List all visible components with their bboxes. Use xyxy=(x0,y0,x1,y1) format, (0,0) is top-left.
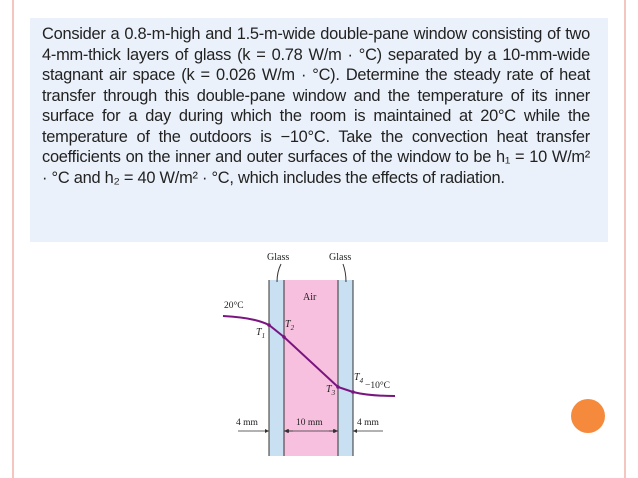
left-glass-pane xyxy=(269,280,284,456)
glass-left-leader xyxy=(277,264,281,282)
t4-label: $T_4$ xyxy=(354,372,364,385)
problem-statement: Consider a 0.8-m-high and 1.5-m-wide double-pane window consisting of two 4-mm-thick layers of glass (k = 0.78 W/m · °C) separated by a 10-mm-wide stagnant air space (k = 0.026 W/m · °C). Determine the steady rate of heat transfer through this double-pane window and the temperature of its inner surface for a day during which the room is maintained at 20°C while the temperature of the outdoors is −10°C. Take the convection heat transfer coefficients on the inner and outer surfaces of the window to be h₁ = 10 W/m² · °C and h₂ = 40 W/m² · °C, which includes the effects of radiation. xyxy=(42,25,590,187)
left-thickness-label: 4 mm xyxy=(236,418,258,428)
right-glass-pane xyxy=(338,280,353,456)
t3-point xyxy=(336,385,340,389)
air-gap xyxy=(284,280,338,456)
t2-label: $T_2$ xyxy=(285,319,295,332)
right-thickness-label: 4 mm xyxy=(357,418,379,428)
orange-circle-decoration xyxy=(571,399,605,433)
inside-temp-label: 20°C xyxy=(224,301,244,311)
arrowhead xyxy=(265,429,269,433)
right-border-line xyxy=(624,0,626,478)
t1-label: $T_1$ xyxy=(256,327,266,340)
air-label: Air xyxy=(303,292,317,303)
t3-label: $T_3$ xyxy=(326,384,336,397)
glass-right-label: Glass xyxy=(329,252,352,263)
arrowhead xyxy=(353,429,357,433)
outside-temp-label: −10°C xyxy=(365,381,390,391)
t2-point xyxy=(282,335,286,339)
left-border-line xyxy=(12,0,14,478)
window-diagram xyxy=(205,242,410,476)
glass-right-leader xyxy=(343,264,346,282)
air-thickness-label: 10 mm xyxy=(296,418,323,428)
glass-left-label: Glass xyxy=(267,252,290,263)
t1-point xyxy=(267,323,271,327)
t4-point xyxy=(351,390,355,394)
